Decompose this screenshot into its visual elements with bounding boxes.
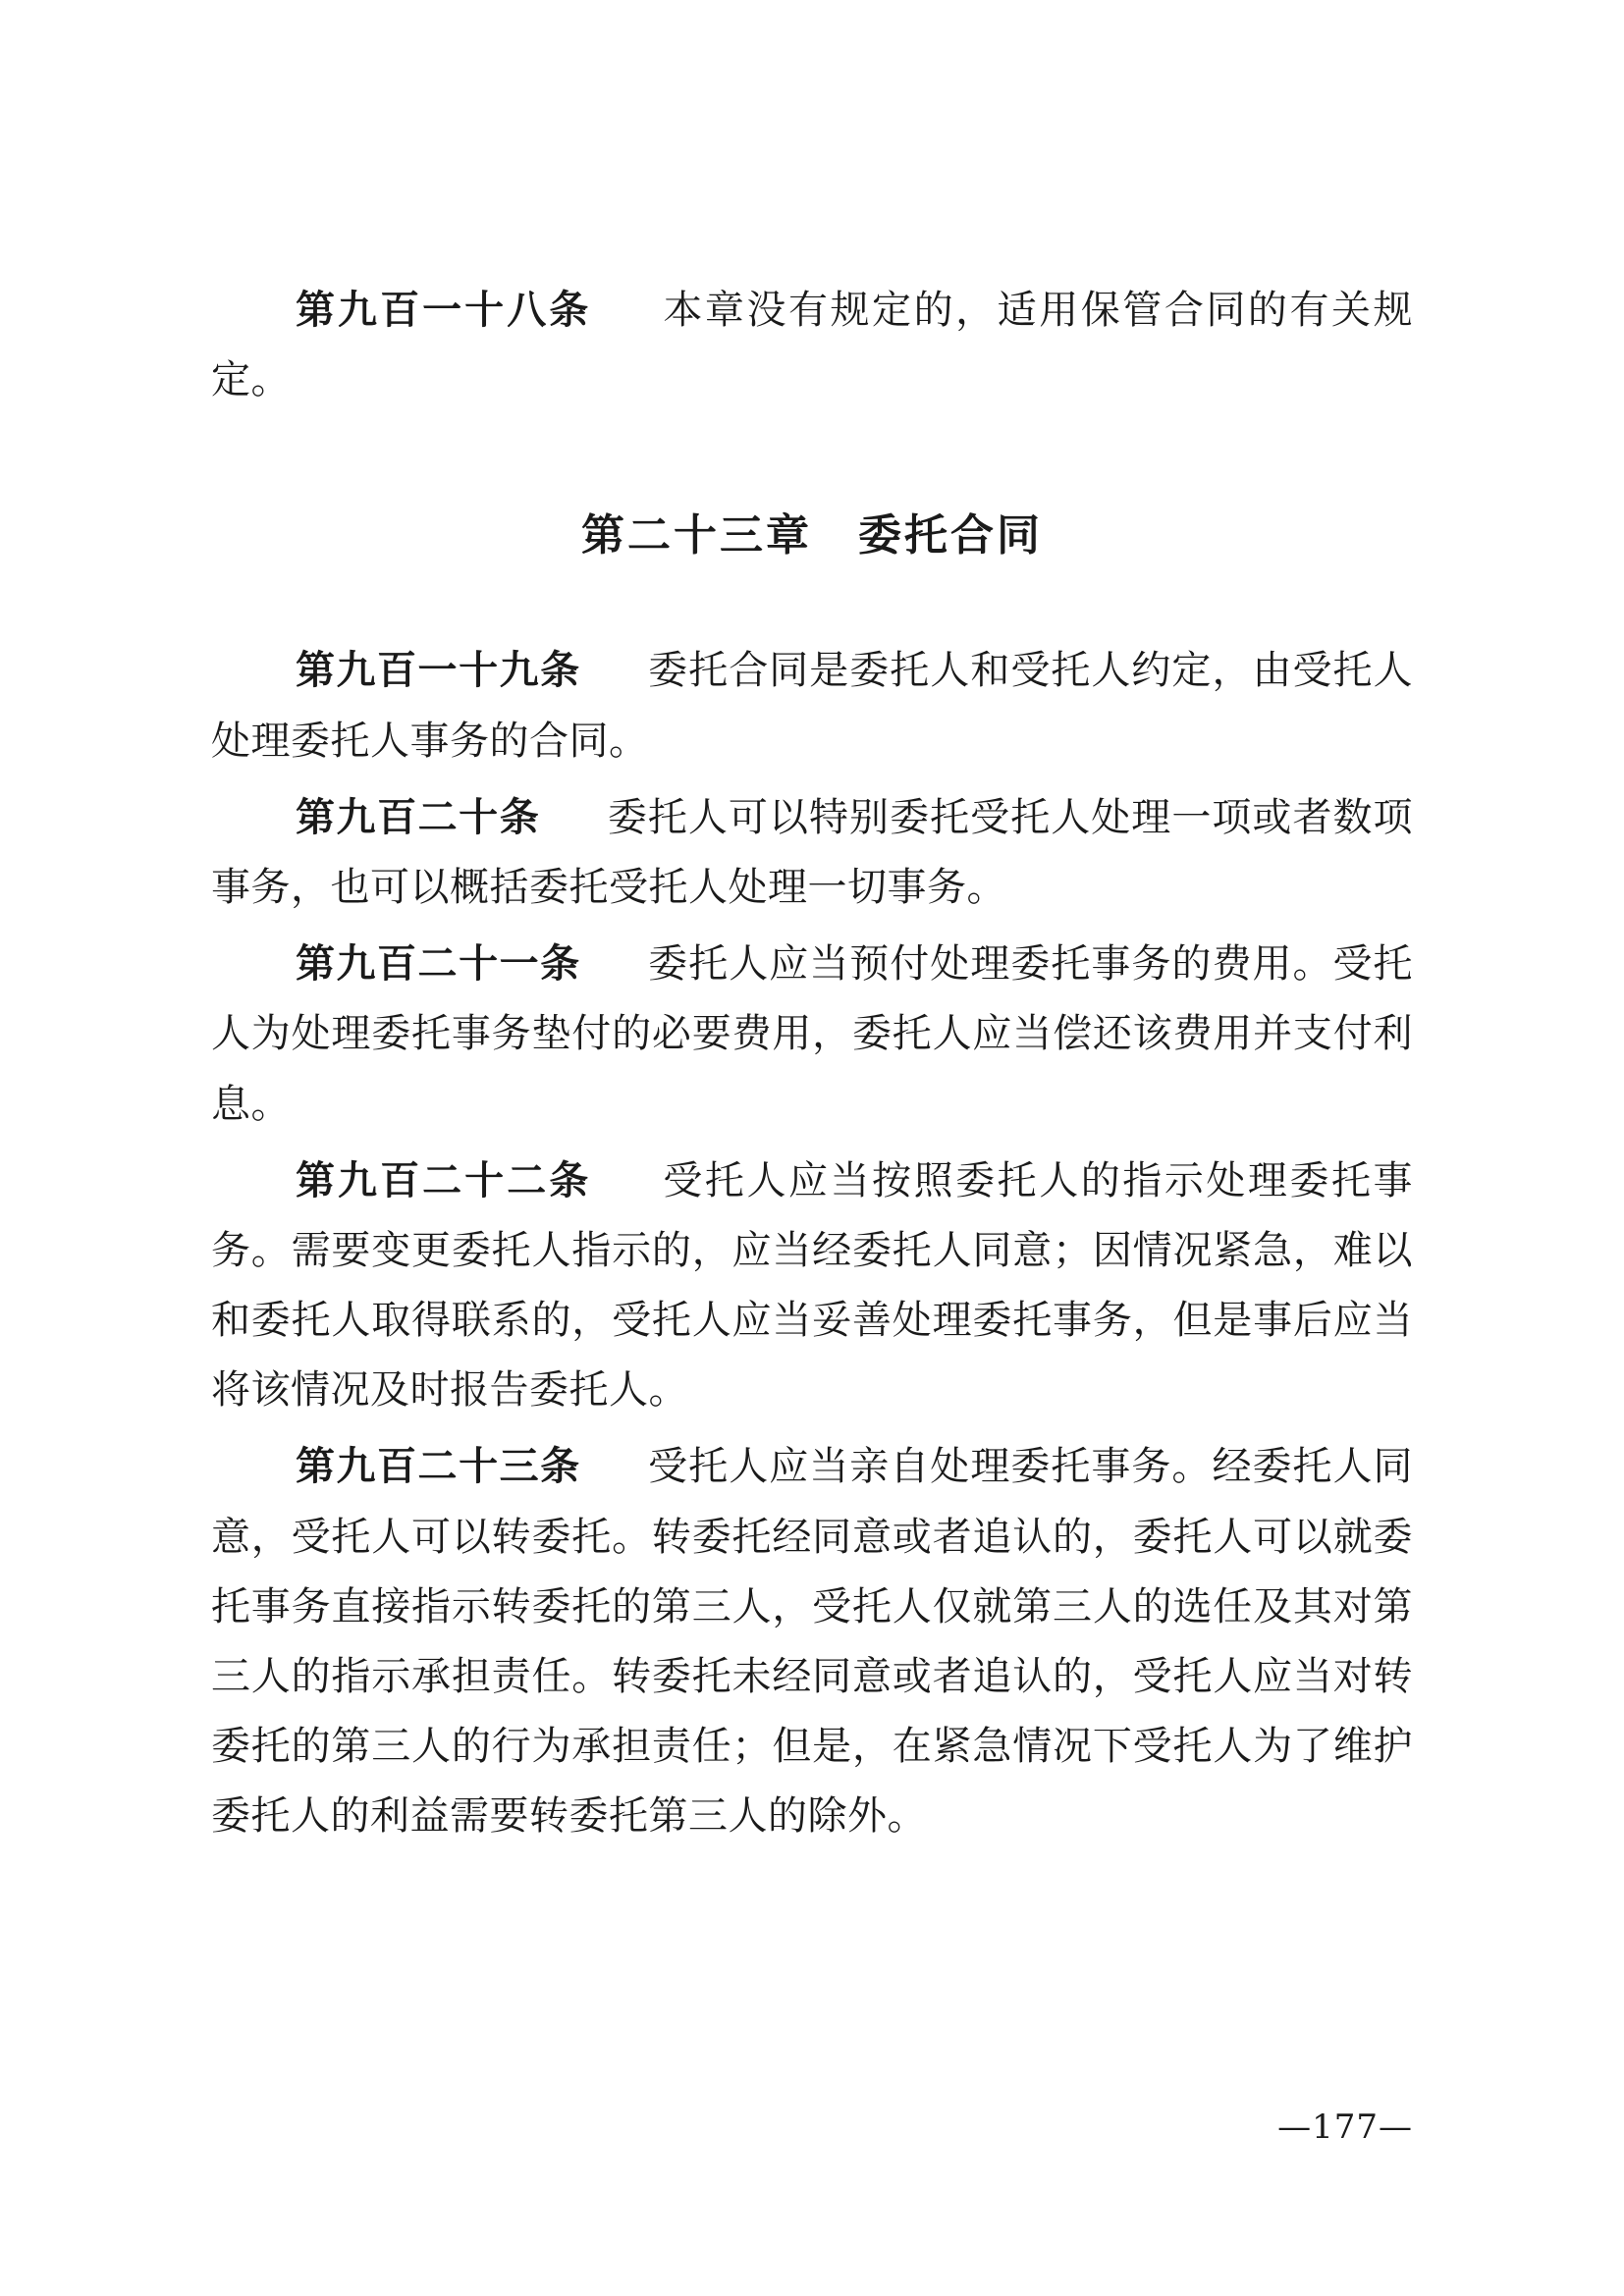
page-number: —177— [1277,2108,1413,2147]
article-918 [211,275,1413,415]
article-spacer [607,288,649,333]
article-920 [211,782,1413,923]
chapter-title: 第二十三章 委托合同 [581,510,1043,561]
article-number: 第九百二十二条 [296,1156,592,1203]
article-919 [211,635,1413,775]
article-number: 第九百一十九条 [296,647,581,694]
article-text: 受托人应当亲自处理委托事务。经委托人同意，受托人可以转委托。转委托经同意或者追认的，委托人可以就委托事务直接指示转委托的第三人，受托人仅就第三人的选任及其对第三人的指示承担责任。转委托未经同意或者追认的，受托人应当对转委托的第三人的行为承担责任；但是，在紧急情况下受托人为了维护委托人的利益需要转委托第三人的除外。 [211,1444,1414,1840]
article-text: 委托人可以特别委托受托人处理一项或者数项事务，也可以概括委托受托人处理一切事务。 [211,794,1414,910]
article-spacer [594,1444,634,1489]
article-text: 委托合同是委托人和受托人约定，由受托人处理委托人事务的合同。 [211,648,1414,764]
article-number: 第九百二十条 [296,793,541,840]
article-spacer [607,1158,649,1203]
article-text: 本章没有规定的，适用保管合同的有关规定。 [211,288,1414,403]
article-number: 第九百一十八条 [296,287,592,333]
article-number: 第九百二十三条 [296,1443,581,1490]
article-921 [211,929,1413,1140]
article-number: 第九百二十一条 [296,940,581,988]
article-spacer [594,941,634,987]
article-spacer [554,795,594,840]
article-spacer [594,648,634,693]
article-922 [211,1146,1413,1426]
article-text: 受托人应当按照委托人的指示处理委托事务。需要变更委托人指示的，应当经委托人同意；因情况紧急，难以和委托人取得联系的，受托人应当妥善处理委托事务，但是事后应当将该情况及时报告委托人。 [211,1157,1414,1414]
article-text: 委托人应当预付处理委托事务的费用。受托人为处理委托事务垫付的必要费用，委托人应当偿还该费用并支付利息。 [211,941,1414,1127]
article-923 [211,1431,1413,1851]
